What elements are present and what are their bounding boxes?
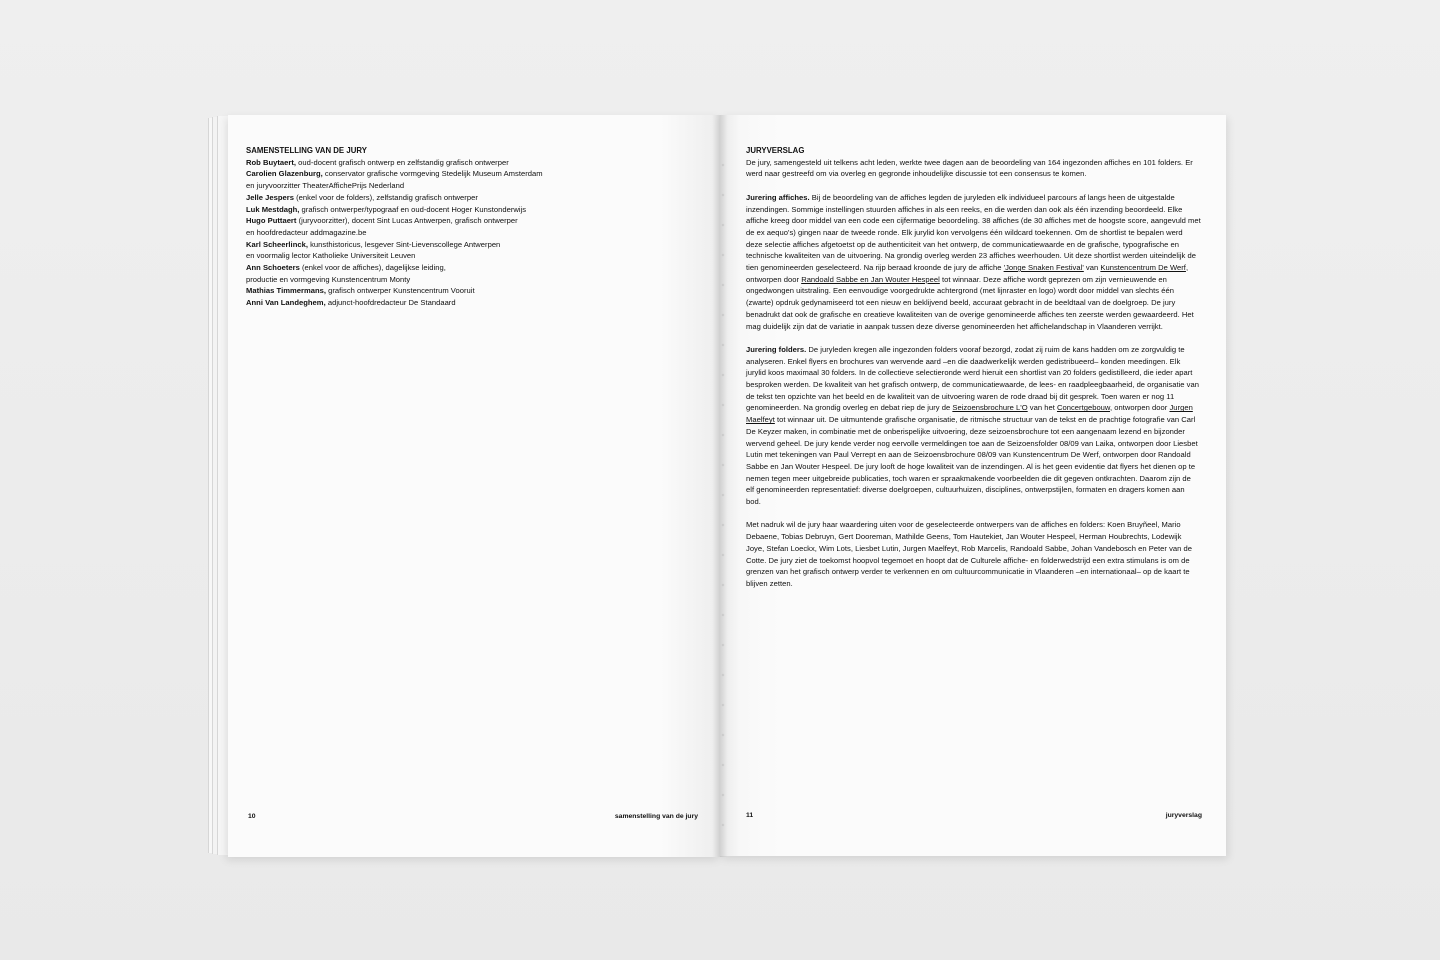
jury-member-role: en voormalig lector Katholieke Universiteit Leuven: [246, 251, 416, 261]
right-page-number: 11: [746, 812, 754, 819]
jury-member-line: [246, 297, 626, 309]
jury-member-line: [246, 180, 626, 192]
left-page-number: 10: [248, 813, 256, 820]
jury-member-role: kunsthistoricus, lesgever Sint-Lievenscollege Antwerpen: [307, 239, 501, 249]
jury-member-line: [246, 274, 626, 286]
affiches-text: Bij de beoordeling van de affiches legden de juryleden elk individueel parcours af langs heen de uitgestalde inzendingen. Sommige instellingen stuurden affiches in als een reeks, en die werden dan ook als één inzending beoordeeld. Elke affiche kreeg door middel van een code een cijfermatige beoordeling. 38 affiches (de 30 affiches met de hoogste score, aangevuld met de ex aequo's) gingen naar de tweede ronde. Elk jurylid kon vervolgens één wildcard toekennen. Om de shortlist te bepalen werd deze selectie affiches afgetoetst op de authenticiteit van het ontwerp, de communicatiewaarde en de grafische, typografische en technische kwaliteiten van de uitvoering. Na grondig overleg werden 23 affiches weerhouden. Uit deze shortlist werden uiteindelijk de tien genomineerden geselecteerd. Na rijp beraad kroonde de jury de affiche: [746, 192, 1201, 273]
jury-member-line: [246, 262, 626, 274]
jury-member-name: Carolien Glazenburg,: [246, 169, 323, 179]
affiches-text: , ontworpen door: [746, 263, 1189, 284]
jury-member-line: [246, 168, 626, 180]
binding-holes: [721, 150, 725, 850]
jury-member-name: Rob Buytaert,: [246, 157, 297, 167]
jury-member-role: oud-docent grafisch ontwerp en zelfstandig grafisch ontwerper: [296, 157, 509, 167]
winning-folder-designer: Jurgen Maelfeyt: [746, 403, 1193, 425]
affiches-text: van: [1083, 263, 1101, 273]
left-page-heading: SAMENSTELLING VAN DE JURY: [246, 146, 367, 155]
folders-text: van het: [1027, 403, 1057, 413]
folders-paragraph: [746, 344, 1201, 508]
affiches-text: tot winnaar. Deze affiche wordt geprezen om zijn vernieuwende en ongedwongen uitstraling. Een eenvoudige voorgedrukte achtergrond (met lijnraster en logo) wordt door middel van slechts één (zwarte) opdruk gedynamiseerd tot een nieuw en beklijvend beeld, accuraat gebracht in de beeldtaal van de doelgroep. De jury benadrukt dat ook de grafische en creatieve kwaliteiten van de overige genomineerde affiches ten zeerste werden gewaardeerd. Het mag duidelijk zijn dat de variatie in aanpak tussen deze diverse genomineerden het affichelandschap in Vlaanderen verrijkt.: [746, 274, 1194, 331]
folders-text: , ontworpen door: [1110, 403, 1170, 413]
right-running-head: juryverslag: [1165, 812, 1202, 819]
right-page-heading: JURYVERSLAG: [746, 146, 805, 155]
jury-member-name: Jelle Jespers: [246, 192, 294, 202]
jury-member-name: Luk Mestdagh,: [246, 204, 300, 214]
jury-member-line: [246, 250, 626, 262]
jury-member-line: [246, 192, 626, 204]
jury-member-role: en juryvoorzitter TheaterAffichePrijs Nederland: [246, 181, 405, 191]
jury-member-name: Anni Van Landeghem,: [246, 298, 326, 308]
winning-poster-title: 'Jonge Snaken Festival': [1003, 263, 1084, 273]
closing-paragraph: Met nadruk wil de jury haar waardering uiten voor de geselecteerde ontwerpers van de affiches en folders: Koen Bruyñeel, Mario Debaene, Tobias Debruyn, Gert Dooreman, Mathilde Geens, Tom Hautekiet, Jan Wouter Hespeel, Herman Houbrechts, Lodewijk Joye, Stefan Loeckx, Wim Lots, Liesbet Lutin, Jurgen Maelfeyt, Rob Marcelis, Randoald Sabbe, Johan Vandebosch en Peter van de Cotte. De jury ziet de toekomst hoopvol tegemoet en hoopt dat de Culturele affiche- en folderwedstrijd een extra stimulans is om de grenzen van het grafisch ontwerp verder te verkennen en om cultuurcommunicatie in Vlaanderen –en internationaal– op de kaart te blijven zetten.: [746, 520, 1193, 588]
folders-lead: Jurering folders.: [746, 344, 807, 354]
right-page: [720, 115, 1226, 856]
jury-member-role: (juryvoorzitter), docent Sint Lucas Antwerpen, grafisch ontwerper: [296, 216, 518, 226]
winning-folder-title: Seizoensbrochure L'O: [952, 403, 1028, 413]
jury-member-name: Karl Scheerlinck,: [246, 239, 308, 249]
folders-text: De juryleden kregen alle ingezonden folders vooraf bezorgd, zodat zij ruim de kans hadden om ze zorgvuldig te analyseren. Enkel flyers en brochures van wervende aard –en die daadwerkelijk werden gedistribueerd– konden meedingen. Elk jurylid koos maximaal 30 folders. In de collectieve selectieronde werd hieruit een shortlist van 20 folders gedistilleerd, die ieder apart besproken werden. De kwaliteit van het grafisch ontwerp, de communicatiewaarde, de lees- en raadpleegbaarheid, de organisatie van de tekst ten opzichte van het beeld en de kwaliteit van de uitvoering waren de rode draad bij dit gesprek. Toen waren er nog 11 genomineerden. Na grondig overleg en debat riep de jury de: [746, 344, 1199, 413]
jury-member-line: [246, 157, 626, 169]
folders-text: tot winnaar uit. De uitmuntende grafische organisatie, de ritmische structuur van de tekst en de prachtige fotografie van Carl De Keyzer maken, in combinatie met de onberispelijke uitvoering, deze seizoensbrochure tot een aangenaam lezend en bijzonder wervend geheel. De jury kende verder nog eervolle vermeldingen toe aan de Seizoensfolder 08/09 van Laika, ontworpen door Liesbet Lutin met tekeningen van Paul Verrept en aan de Seizoensbrochure 08/09 van Kunstencentrum De Werf, ontworpen door Randoald Sabbe en Jan Wouter Hespeel. De jury looft de hoge kwaliteit van de inzendingen. Al is het geen evidentie dat flyers het dienen op te nemen tegen meer uitgebreide publicaties, toch waren er spraakmakende voorbeelden die dit gegeven ontkrachten. Daarom zijn de elf genomineerden representatief: diverse doelgroepen, cultuurhuizen, disciplines, ontwerpstijlen, formaten en dragers komen aan bod.: [746, 415, 1198, 507]
intro-paragraph: De jury, samengesteld uit telkens acht leden, werkte twee dagen aan de beoordeling van 164 ingezonden affiches en 101 folders. Er werd naar gestreefd om via overleg en gegronde inhoudelijke discussie tot een consensus te komen.: [746, 157, 1193, 179]
affiches-lead: Jurering affiches.: [746, 192, 810, 202]
jury-member-line: [246, 285, 626, 297]
jury-member-name: Ann Schoeters: [246, 263, 300, 273]
jury-member-role: (enkel voor de folders), zelfstandig grafisch ontwerper: [293, 192, 478, 202]
jury-member-role: grafisch ontwerper/typograaf en oud-docent Hoger Kunstonderwijs: [299, 204, 527, 214]
jury-member-line: [246, 239, 626, 251]
winning-folder-client: Concertgebouw: [1056, 403, 1111, 413]
jury-member-role: conservator grafische vormgeving Stedelijk Museum Amsterdam: [322, 169, 543, 179]
affiches-paragraph: [746, 192, 1201, 332]
jury-member-name: Hugo Puttaert: [246, 216, 297, 226]
jury-composition: [246, 145, 626, 309]
winning-poster-designers: Randoald Sabbe en Jan Wouter Hespeel: [801, 274, 940, 284]
jury-member-role: en hoofdredacteur addmagazine.be: [246, 227, 367, 237]
jury-report: [746, 145, 1201, 590]
jury-member-role: adjunct-hoofdredacteur De Standaard: [325, 298, 456, 308]
jury-member-line: [246, 204, 626, 216]
jury-member-line: [246, 215, 626, 227]
jury-member-list: [246, 157, 626, 309]
left-running-head: samenstelling van de jury: [614, 813, 698, 820]
left-page: [228, 115, 720, 857]
winning-poster-client: Kunstencentrum De Werf: [1100, 263, 1186, 273]
jury-member-line: [246, 227, 626, 239]
jury-member-name: Mathias Timmermans,: [246, 286, 327, 296]
jury-member-role: (enkel voor de affiches), dagelijkse leiding,: [299, 263, 446, 273]
jury-member-role: productie en vormgeving Kunstencentrum Monty: [246, 274, 411, 284]
jury-member-role: grafisch ontwerper Kunstencentrum Vooruit: [326, 286, 475, 296]
